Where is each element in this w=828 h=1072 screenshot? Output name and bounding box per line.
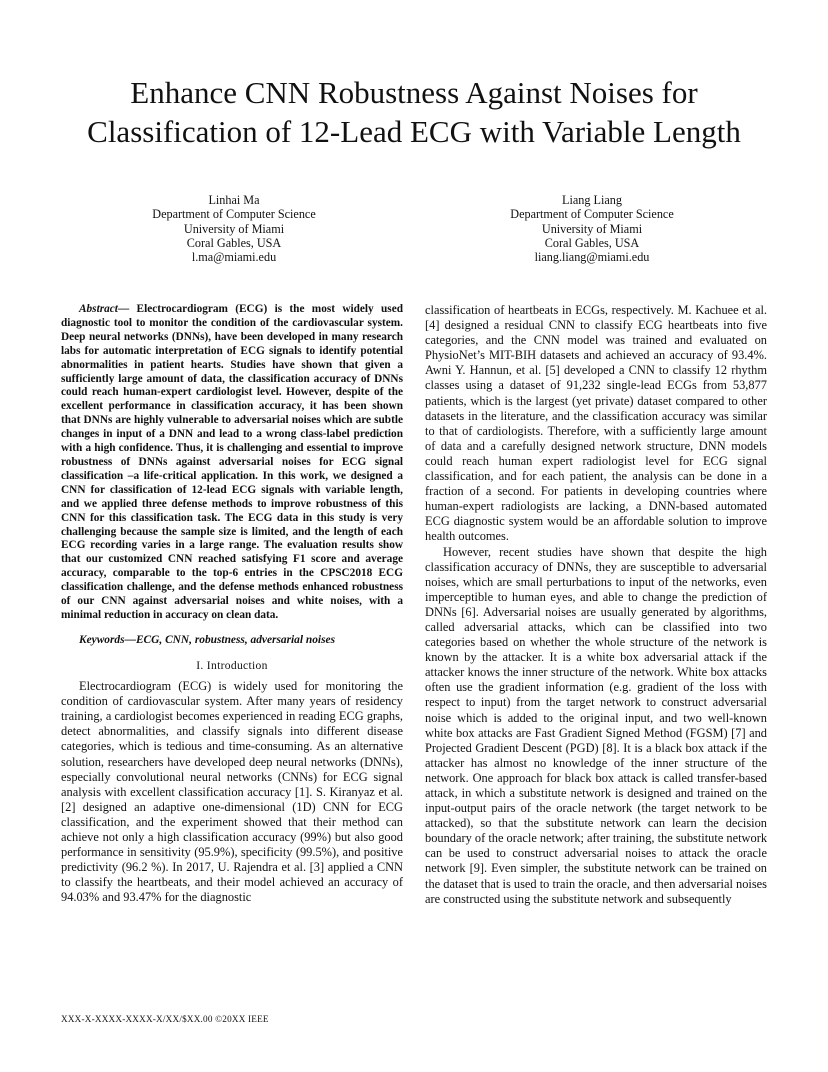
author-institution: University of Miami: [183, 221, 285, 236]
author-email: liang.liang@miami.edu: [534, 250, 650, 265]
keywords: Keywords—ECG, CNN, robustness, adversarial noises: [79, 633, 336, 646]
title-line-1: Enhance CNN Robustness Against Noises for: [130, 75, 698, 110]
section-heading-introduction: I. Introduction: [196, 658, 268, 672]
author-email: l.ma@miami.edu: [191, 250, 277, 265]
author-department: Department of Computer Science: [510, 207, 674, 222]
abstract-label: Abstract: [79, 303, 118, 315]
author-location: Coral Gables, USA: [544, 235, 640, 250]
intro-paragraph: Electrocardiogram (ECG) is widely used for monitoring the condition of cardiovascular system. After many years of residency training, a cardiologist becomes experienced in reading ECG graphs, detect abnormalities, and classify signals into different disease categories, which is tedious and time-consuming. As an alternative solution, researchers have developed deep neural networks (DNNs), especially convolutional neural networks (CNNs) for ECG signal analysis with excellent classification accuracy [1]. S. Kiranyaz et al. [2] designed an adaptive one-dimensional (1D) CNN for ECG classification, and the experiment showed that their method can achieve not only a high classification accuracy (99%) but also good performance in sensitivity (95.9%), specificity (99.5%), and positive predictivity (96.2 %). In 2017, U. Rajendra et al. [3] applied a CNN to classify the heartbeats, and their model achieved an accuracy of 94.03% and 93.47% for the diagnostic: [61, 679, 403, 905]
author-block-2: [462, 193, 722, 264]
body-paragraph: classification of heartbeats in ECGs, respectively. M. Kachuee et al. [4] designed a residual CNN to classify ECG heartbeats into five categories, and the CNN model was trained and evaluated on PhysioNet’s MIT-BIH datasets and achieved an accuracy of 93.4%. Awni Y. Hannun, et al. [5] developed a CNN to classify 12 rhythm classes using a dataset of 91,232 single-lead ECGs from 53,877 patients, which is the largest (yet private) dataset compared to other datasets in the literature, and the classification accuracy was similar to that of cardiologists. Therefore, with a sufficiently large amount of data and a carefully designed network structure, DNN models could reach human expert radiologist level for ECG signal classification, and for each patient, the analysis can be done in a fraction of a second. For patients in developing countries where human-expert radiologists are lacking, a DNN-based automated ECG diagnostic system would be an affordable solution to improve health outcomes.: [425, 303, 767, 544]
author-department: Department of Computer Science: [152, 207, 316, 222]
paper-title: [40, 73, 788, 151]
author-name: Linhai Ma: [208, 193, 260, 207]
author-institution: University of Miami: [541, 221, 643, 236]
body-paragraph: However, recent studies have shown that despite the high classification accuracy of DNNs, they are susceptible to adversarial noises, which are small perturbations to input of the networks, even imperceptible to human eyes, and able to change the prediction of DNNs [6]. Adversarial noises are usually generated by algorithms, called adversarial attacks, which can be classified into two categories based on whether the whole structure of the network is known by the attacker. It is a white box adversarial attack if the attacker knows the inner structure of the network. White box attacks often use the gradient information (e.g. gradient of the loss with respect to input) from the target network to construct adversarial noise which is added to the original input, and two well-known white box attacks are Fast Gradient Signed Method (FGSM) [7] and Projected Gradient Descent (PGD) [8]. It is a black box attack if the attacker has almost no knowledge of the inner structure of the network. One approach for black box attack is called transfer-based attack, in which a substitute network is designed and trained on the input-output pairs of the oracle network (the target network to be attacked), so that the substitute network can learn the decision boundary of the oracle network; after training, the substitute network can be used to construct adversarial noises to attack the oracle network [9]. Even simpler, the substitute network can be trained on the dataset that is used to train the oracle, and then adversarial noises are constructed using the substitute network and subsequently: [425, 544, 768, 906]
left-column: [61, 303, 403, 905]
abstract-dash: —: [117, 303, 130, 315]
copyright-footer: XXX-X-XXXX-XXXX-X/XX/$XX.00 ©20XX IEEE: [61, 1014, 269, 1024]
author-name: Liang Liang: [562, 193, 622, 207]
abstract: [61, 303, 403, 623]
author-location: Coral Gables, USA: [186, 235, 282, 250]
right-column: [425, 303, 767, 907]
title-line-2: Classification of 12-Lead ECG with Variable Length: [87, 114, 741, 149]
abstract-text: Electrocardiogram (ECG) is the most widely used diagnostic tool to monitor the condition of the cardiovascular system. Deep neural networks (DNNs), have been developed in many research labs for automatic interpretation of ECG signals to identify potential abnormalities in patient hearts. Studies have shown that given a sufficiently large amount of data, the classification accuracy of DNNs could reach human-expert cardiologist level. However, despite of the excellent performance in classification accuracy, it has been shown that DNNs are highly vulnerable to adversarial noises which are subtle changes in input of a DNN and lead to a wrong class-label prediction with a high confidence. Thus, it is challenging and essential to improve robustness of DNNs against adversarial noises for ECG signal classification –a life-critical application. In this work, we designed a CNN for classification of 12-lead ECG signals with variable length, and we applied three defense methods to improve robustness of this CNN for this classification task. The ECG data in this study is very challenging because the sample size is limited, and the length of each ECG recording varies in a large range. The evaluation results show that our customized CNN reached satisfying F1 score and average accuracy, comparable to the top-6 entries in the CPSC2018 ECG classification challenge, and the defense methods enhanced robustness of our CNN against adversarial noises and white noises, with a minimal reduction in accuracy on clean data.: [61, 303, 404, 621]
author-block-1: [104, 193, 364, 264]
